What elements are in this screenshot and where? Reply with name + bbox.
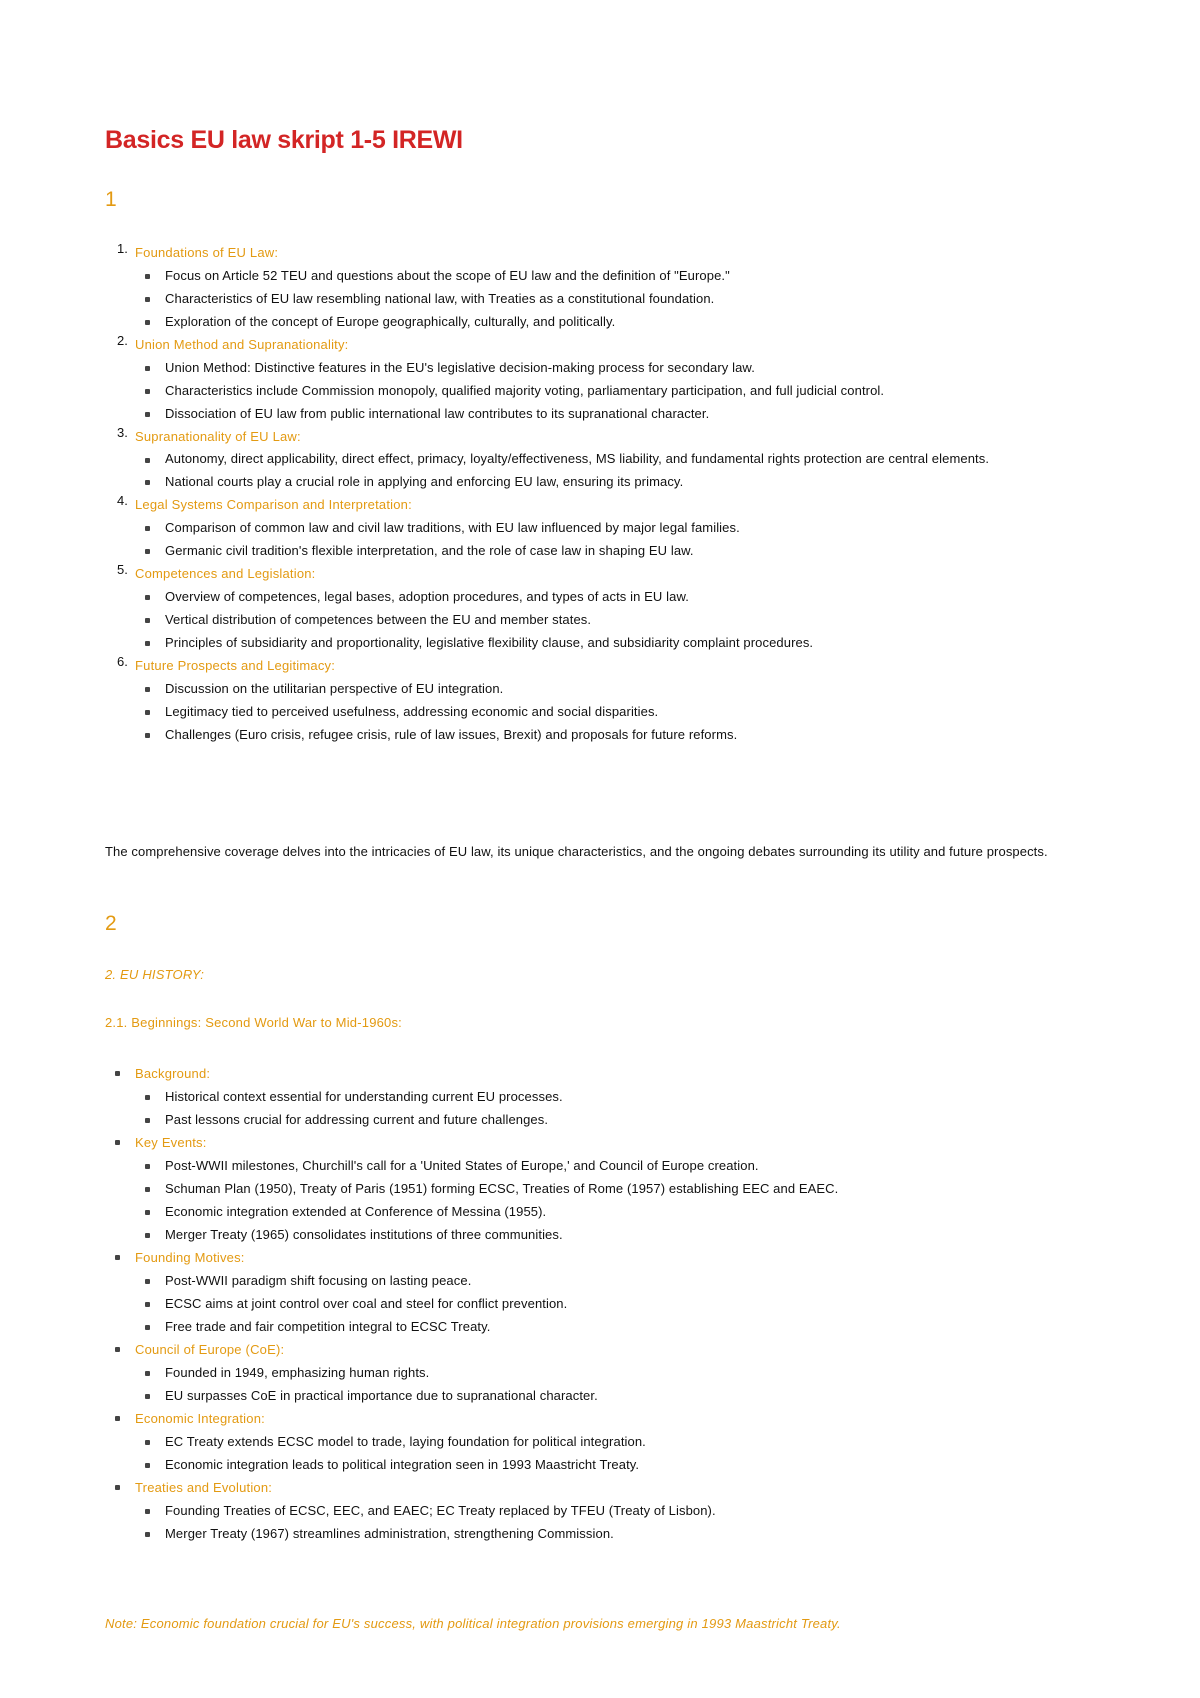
bullet-point: Economic integration leads to political integration seen in 1993 Maastricht Treaty. xyxy=(165,1453,1085,1476)
bullet-point: Dissociation of EU law from public international law contributes to its supranational character. xyxy=(165,402,1085,425)
document-title: Basics EU law skript 1-5 IREWI xyxy=(105,126,463,154)
bullet-point: Discussion on the utilitarian perspective of EU integration. xyxy=(165,677,1085,700)
bullet-point: Founding Treaties of ECSC, EEC, and EAEC; EC Treaty replaced by TFEU (Treaty of Lisbon). xyxy=(165,1499,1085,1522)
bullet-point: Overview of competences, legal bases, adoption procedures, and types of acts in EU law. xyxy=(165,585,1085,608)
outline-item-heading: Legal Systems Comparison and Interpretation: xyxy=(135,497,412,512)
history-topic xyxy=(105,1476,1085,1545)
section-2-subtitle: 2. EU HISTORY: xyxy=(105,967,205,982)
history-sub-list xyxy=(135,1085,1085,1131)
outline-item xyxy=(105,654,1085,746)
bullet-point: Union Method: Distinctive features in the EU's legislative decision-making process for secondary law. xyxy=(165,356,1085,379)
bullet-point: Merger Treaty (1967) streamlines administration, strengthening Commission. xyxy=(165,1522,1085,1545)
bullet-point: EU surpasses CoE in practical importance due to supranational character. xyxy=(165,1384,1085,1407)
section-2-subsection-title: 2.1. Beginnings: Second World War to Mid-1960s: xyxy=(105,1015,402,1030)
bullet-point: Autonomy, direct applicability, direct effect, primacy, loyalty/effectiveness, MS liability, and fundamental rights protection are central elements. xyxy=(165,448,1085,470)
bullet-point: EC Treaty extends ECSC model to trade, laying foundation for political integration. xyxy=(165,1430,1085,1453)
outline-sub-list xyxy=(135,356,1085,425)
outline-item-number: 4. xyxy=(117,493,128,508)
history-sub-list xyxy=(135,1154,1085,1246)
outline-item xyxy=(105,562,1085,654)
bullet-point: Focus on Article 52 TEU and questions about the scope of EU law and the definition of "Europe." xyxy=(165,264,1085,287)
outline-sub-list xyxy=(135,264,1085,333)
outline-sub-list xyxy=(135,585,1085,654)
bullet-point: Germanic civil tradition's flexible interpretation, and the role of case law in shaping EU law. xyxy=(165,539,1085,562)
history-sub-list xyxy=(135,1269,1085,1338)
outline-item xyxy=(105,241,1085,333)
bullet-point: Free trade and fair competition integral to ECSC Treaty. xyxy=(165,1315,1085,1338)
history-topic-heading: Treaties and Evolution: xyxy=(135,1480,273,1495)
bullet-point: Post-WWII paradigm shift focusing on lasting peace. xyxy=(165,1269,1085,1292)
outline-item-number: 6. xyxy=(117,654,128,669)
bullet-point: Legitimacy tied to perceived usefulness, addressing economic and social disparities. xyxy=(165,700,1085,723)
history-topic xyxy=(105,1338,1085,1407)
history-topic xyxy=(105,1131,1085,1246)
bullet-point: Founded in 1949, emphasizing human rights. xyxy=(165,1361,1085,1384)
bullet-point: Historical context essential for understanding current EU processes. xyxy=(165,1085,1085,1108)
history-topic-heading: Economic Integration: xyxy=(135,1411,265,1426)
outline-item-heading: Union Method and Supranationality: xyxy=(135,337,349,352)
section-1-outline xyxy=(105,241,1085,746)
outline-item-heading: Future Prospects and Legitimacy: xyxy=(135,658,336,673)
bullet-point: Economic integration extended at Conference of Messina (1955). xyxy=(165,1200,1085,1223)
outline-item-heading: Competences and Legislation: xyxy=(135,566,316,581)
history-sub-list xyxy=(135,1361,1085,1407)
bullet-point: Principles of subsidiarity and proportionality, legislative flexibility clause, and subsidiarity complaint procedures. xyxy=(165,631,1085,654)
history-topic xyxy=(105,1246,1085,1338)
bullet-point: Challenges (Euro crisis, refugee crisis, rule of law issues, Brexit) and proposals for future reforms. xyxy=(165,723,1085,746)
history-topic-heading: Council of Europe (CoE): xyxy=(135,1342,285,1357)
bullet-point: Vertical distribution of competences between the EU and member states. xyxy=(165,608,1085,631)
history-topic xyxy=(105,1407,1085,1476)
outline-item xyxy=(105,425,1085,493)
outline-item-number: 5. xyxy=(117,562,128,577)
bullet-point: Characteristics include Commission monopoly, qualified majority voting, parliamentary participation, and full judicial control. xyxy=(165,379,1085,402)
history-topic-heading: Key Events: xyxy=(135,1135,207,1150)
bullet-point: Post-WWII milestones, Churchill's call for a 'United States of Europe,' and Council of Europe creation. xyxy=(165,1154,1085,1177)
outline-item-number: 3. xyxy=(117,425,128,440)
outline-item-heading: Foundations of EU Law: xyxy=(135,245,279,260)
section-2-outline xyxy=(105,1062,1085,1545)
bullet-point: Exploration of the concept of Europe geographically, culturally, and politically. xyxy=(165,310,1085,333)
section-heading-1: 1 xyxy=(105,188,117,211)
section-heading-2: 2 xyxy=(105,912,117,935)
bullet-point: Comparison of common law and civil law traditions, with EU law influenced by major legal families. xyxy=(165,516,1085,539)
outline-item xyxy=(105,333,1085,425)
outline-item-number: 2. xyxy=(117,333,128,348)
bullet-point: National courts play a crucial role in applying and enforcing EU law, ensuring its primacy. xyxy=(165,470,1085,493)
outline-sub-list xyxy=(135,516,1085,562)
history-sub-list xyxy=(135,1499,1085,1545)
bullet-point: ECSC aims at joint control over coal and steel for conflict prevention. xyxy=(165,1292,1085,1315)
history-sub-list xyxy=(135,1430,1085,1476)
history-topic xyxy=(105,1062,1085,1131)
outline-sub-list xyxy=(135,677,1085,746)
bullet-point: Characteristics of EU law resembling national law, with Treaties as a constitutional foundation. xyxy=(165,287,1085,310)
section-2-note: Note: Economic foundation crucial for EU's success, with political integration provisions emerging in 1993 Maastricht Treaty. xyxy=(105,1616,841,1631)
outline-item-heading: Supranationality of EU Law: xyxy=(135,429,301,444)
section-1-summary: The comprehensive coverage delves into the intricacies of EU law, its unique characteristics, and the ongoing debates surrounding its utility and future prospects. xyxy=(105,844,1048,859)
outline-sub-list xyxy=(135,448,1085,493)
bullet-point: Past lessons crucial for addressing current and future challenges. xyxy=(165,1108,1085,1131)
history-topic-heading: Background: xyxy=(135,1066,211,1081)
bullet-point: Schuman Plan (1950), Treaty of Paris (1951) forming ECSC, Treaties of Rome (1957) establishing EEC and EAEC. xyxy=(165,1177,1085,1200)
bullet-point: Merger Treaty (1965) consolidates institutions of three communities. xyxy=(165,1223,1085,1246)
outline-item xyxy=(105,493,1085,562)
outline-item-number: 1. xyxy=(117,241,128,256)
history-topic-heading: Founding Motives: xyxy=(135,1250,245,1265)
